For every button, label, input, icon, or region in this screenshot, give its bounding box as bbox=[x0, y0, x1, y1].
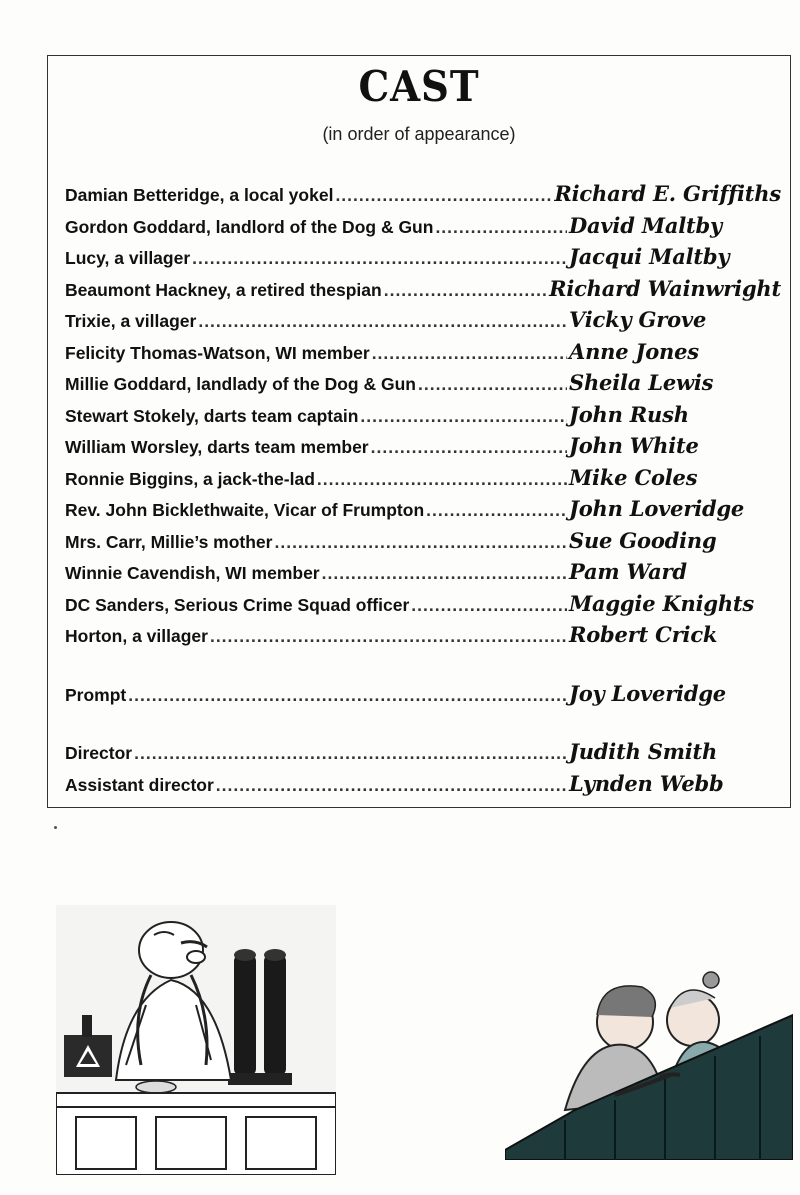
cast-row bbox=[65, 365, 781, 395]
actor-name: Sheila Lewis bbox=[569, 370, 714, 395]
actor-name: Lynden Webb bbox=[569, 771, 724, 796]
role-name: Damian Betteridge, a local yokel bbox=[65, 185, 334, 205]
role-name: Millie Goddard, landlady of the Dog & Gun bbox=[65, 374, 416, 394]
actor-name: Joy Loveridge bbox=[569, 681, 726, 706]
cast-title: CAST bbox=[358, 62, 480, 111]
role-name: Stewart Stokely, darts team captain bbox=[65, 405, 359, 426]
cast-row bbox=[65, 302, 781, 332]
role-name: DC Sanders, Serious Crime Squad officer bbox=[65, 594, 410, 615]
role-name: Ronnie Biggins, a jack-the-lad bbox=[65, 468, 315, 489]
cast-row bbox=[65, 239, 781, 269]
role-name: William Worsley, darts team member bbox=[65, 437, 369, 457]
role-name: Prompt bbox=[65, 685, 127, 705]
role-name: Beaumont Hackney, a retired thespian bbox=[65, 279, 382, 300]
actor-name: John Rush bbox=[569, 401, 689, 427]
actor-name: Pam Ward bbox=[569, 559, 687, 584]
actor-name: John Loveridge bbox=[569, 496, 745, 521]
actor-name: Robert Crick bbox=[569, 622, 718, 647]
actor-name: Vicky Grove bbox=[569, 307, 707, 332]
role-name: Rev. John Bicklethwaite, Vicar of Frumpton bbox=[65, 500, 425, 520]
actor-name: Jacqui Maltby bbox=[569, 244, 730, 269]
bartender-cartoon-icon bbox=[56, 905, 336, 1175]
actor-name: Judith Smith bbox=[569, 739, 718, 764]
cast-row bbox=[65, 334, 781, 364]
role-name: Winnie Cavendish, WI member bbox=[65, 563, 320, 583]
cast-row bbox=[65, 491, 781, 521]
actor-name: Richard Wainwright bbox=[549, 275, 781, 301]
cast-row bbox=[65, 460, 781, 490]
cast-subtitle: (in order of appearance) bbox=[322, 124, 516, 144]
crew-row bbox=[65, 734, 781, 764]
cast-row bbox=[65, 397, 781, 427]
actor-name: Anne Jones bbox=[569, 338, 699, 364]
cast-row bbox=[65, 554, 781, 584]
role-name: Director bbox=[65, 743, 133, 763]
cast-row bbox=[65, 523, 781, 553]
cast-row bbox=[65, 428, 781, 458]
role-name: Trixie, a villager bbox=[65, 311, 197, 331]
cast-list-panel bbox=[47, 55, 791, 808]
actor-name: Maggie Knights bbox=[569, 590, 755, 616]
role-name: Gordon Goddard, landlord of the Dog & Gun bbox=[65, 216, 434, 237]
cast-row bbox=[65, 586, 781, 616]
prompt-row bbox=[65, 676, 781, 706]
role-name: Lucy, a villager bbox=[65, 248, 191, 268]
cast-row bbox=[65, 271, 781, 301]
cast-row bbox=[65, 176, 781, 206]
actor-name: John White bbox=[569, 433, 699, 458]
role-name: Felicity Thomas-Watson, WI member bbox=[65, 342, 370, 363]
role-name: Assistant director bbox=[65, 775, 214, 795]
cast-row bbox=[65, 208, 781, 238]
actor-name: Richard E. Griffiths bbox=[554, 181, 781, 206]
gossiping-women-cartoon-icon bbox=[505, 960, 793, 1160]
actor-name: Sue Gooding bbox=[569, 527, 717, 553]
actor-name: Mike Coles bbox=[569, 464, 698, 490]
crew-row bbox=[65, 766, 781, 796]
role-name: Horton, a villager bbox=[65, 626, 208, 646]
cast-row bbox=[65, 617, 781, 647]
actor-name: David Maltby bbox=[569, 212, 723, 238]
role-name: Mrs. Carr, Millie’s mother bbox=[65, 531, 273, 552]
